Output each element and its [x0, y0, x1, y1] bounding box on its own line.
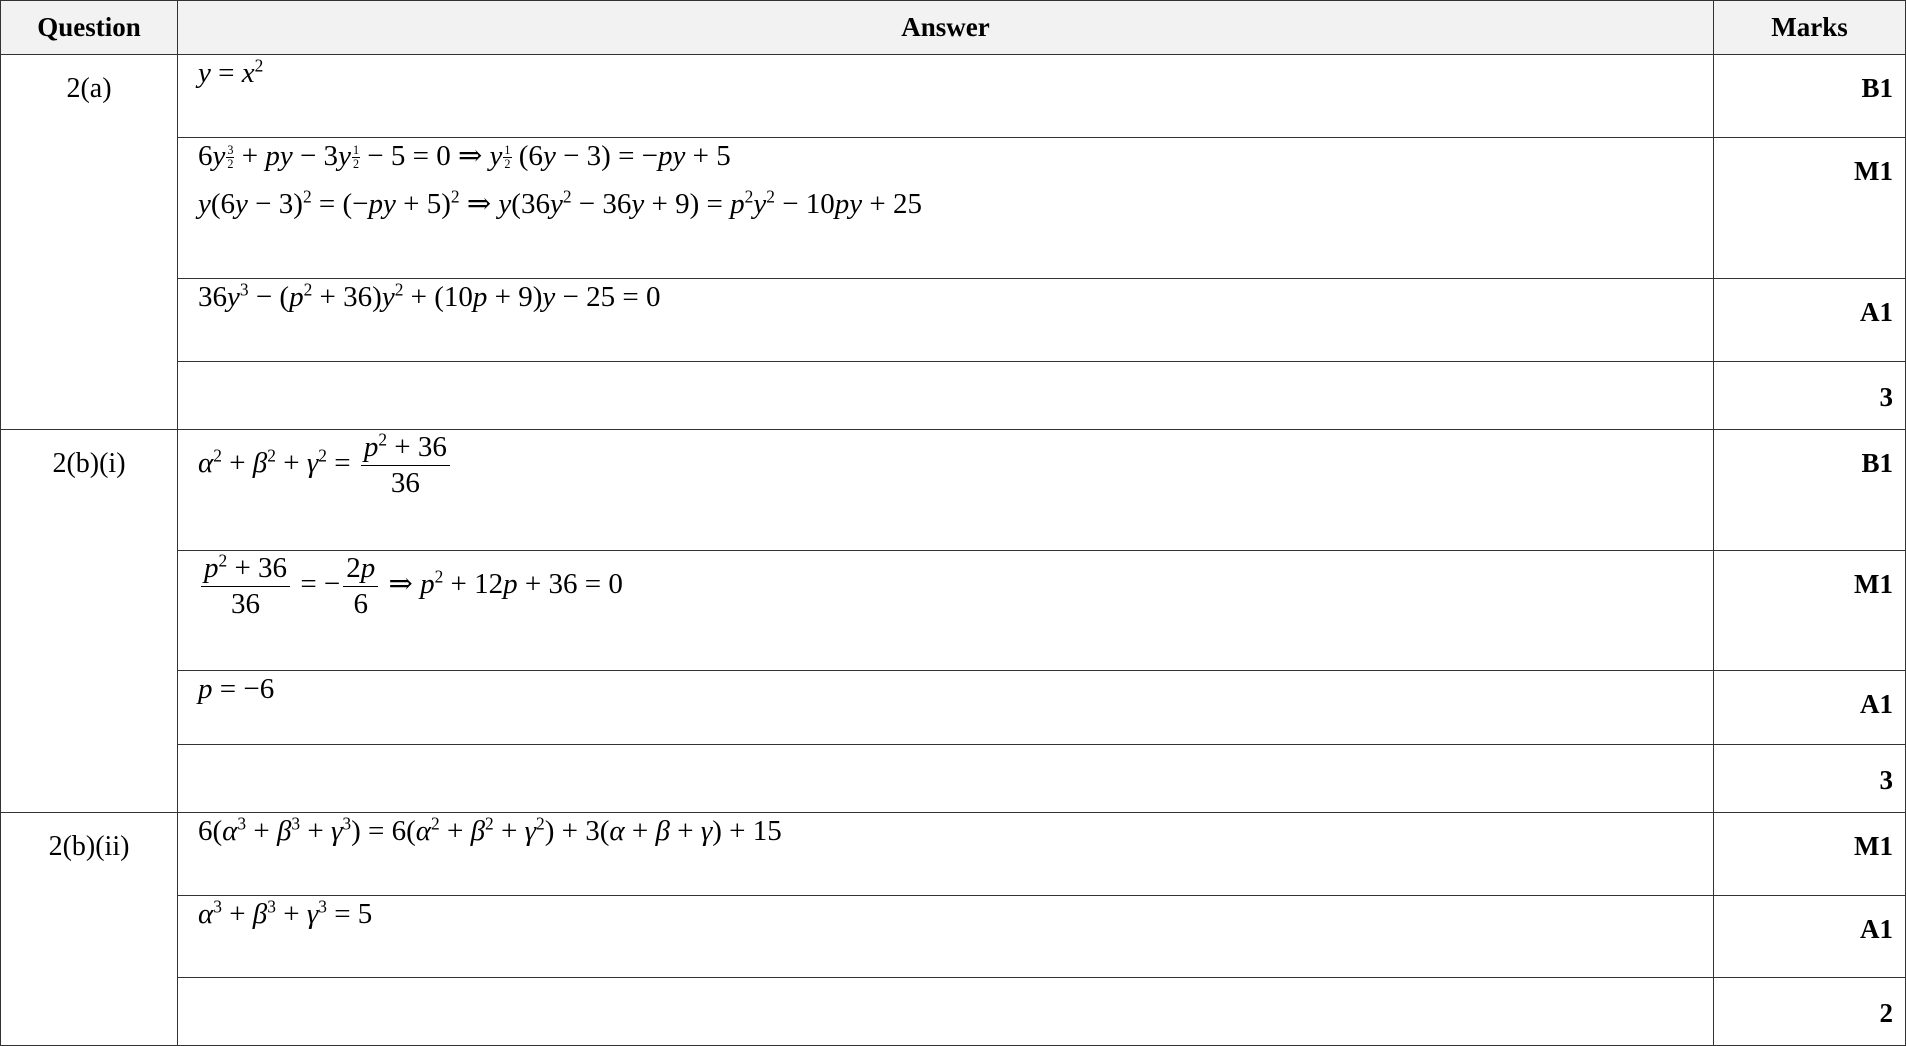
table-row [1, 138, 1906, 279]
answer-cell [178, 362, 1714, 430]
header-row [1, 1, 1906, 55]
answer-cell [178, 551, 1714, 671]
question-label: 2(b)(i) [1, 430, 178, 813]
mark-cell: M1 [1714, 138, 1906, 279]
table-row [1, 279, 1906, 362]
table-row [1, 362, 1906, 430]
mark-cell: A1 [1714, 896, 1906, 978]
mark-cell: A1 [1714, 671, 1906, 745]
mark-cell: M1 [1714, 813, 1906, 896]
answer-header: Answer [178, 1, 1714, 55]
question-label: 2(b)(ii) [1, 813, 178, 1046]
math-expression: $y = x^2$ [198, 55, 264, 89]
answer-cell [178, 671, 1714, 745]
table-row [1, 896, 1906, 978]
table-row [1, 813, 1906, 896]
answer-cell [178, 430, 1714, 551]
answer-cell [178, 55, 1714, 138]
table-row [1, 430, 1906, 551]
math-expression: $\alpha^2 + \beta^2 + \gamma^2$ = $\frac{p^2 + 36}{36}$ [198, 430, 1713, 501]
marks-header: Marks [1714, 1, 1906, 55]
question-header: Question [1, 1, 178, 55]
answer-cell [178, 745, 1714, 813]
table-row [1, 551, 1906, 671]
math-expression: p = −6 [198, 673, 275, 705]
table-row [1, 671, 1906, 745]
total-mark-cell: 2 [1714, 978, 1906, 1046]
answer-cell [178, 896, 1714, 978]
mark-cell: A1 [1714, 279, 1906, 362]
total-mark-cell: 3 [1714, 362, 1906, 430]
answer-cell [178, 138, 1714, 279]
answer-cell [178, 978, 1714, 1046]
mark-cell: B1 [1714, 55, 1906, 138]
mark-cell: M1 [1714, 551, 1906, 671]
math-expression: $6(\alpha^3 + \beta^3 + \gamma^3) = 6(\alpha^2 + \beta^2 + \gamma^2) + 3(\alpha + \beta + \gamma) + 15$ [198, 813, 782, 847]
math-expression: $\frac{p^2 + 36}{36}$ = − $\frac{2p}{6}$ ⇒ $p^2 + 12p + 36 = 0$ [198, 551, 1713, 622]
math-expression: 6y $\frac{3}{2}$ + py − 3y $\frac{1}{2}$ − 5 = 0 ⇒ y $\frac{1}{2}$ (6y − 3) = −py + 5 [198, 140, 731, 172]
math-expression: $\alpha^3 + \beta^3 + \gamma^3 = 5$ [198, 896, 373, 930]
math-expression: $y(6y - 3)^2 = (-py + 5)^2$ ⇒ $y(36y^2 - 36y + 9) = p^2y^2 - 10py + 25$ [198, 186, 923, 221]
question-label: 2(a) [1, 55, 178, 430]
answer-cell [178, 813, 1714, 896]
math-expression: $36y^3 - (p^2 + 36)y^2 + (10p + 9)y - 25 = 0$ [198, 279, 661, 313]
total-mark-cell: 3 [1714, 745, 1906, 813]
table-row [1, 745, 1906, 813]
answer-cell [178, 279, 1714, 362]
table-row [1, 55, 1906, 138]
table-row [1, 978, 1906, 1046]
mark-cell: B1 [1714, 430, 1906, 551]
